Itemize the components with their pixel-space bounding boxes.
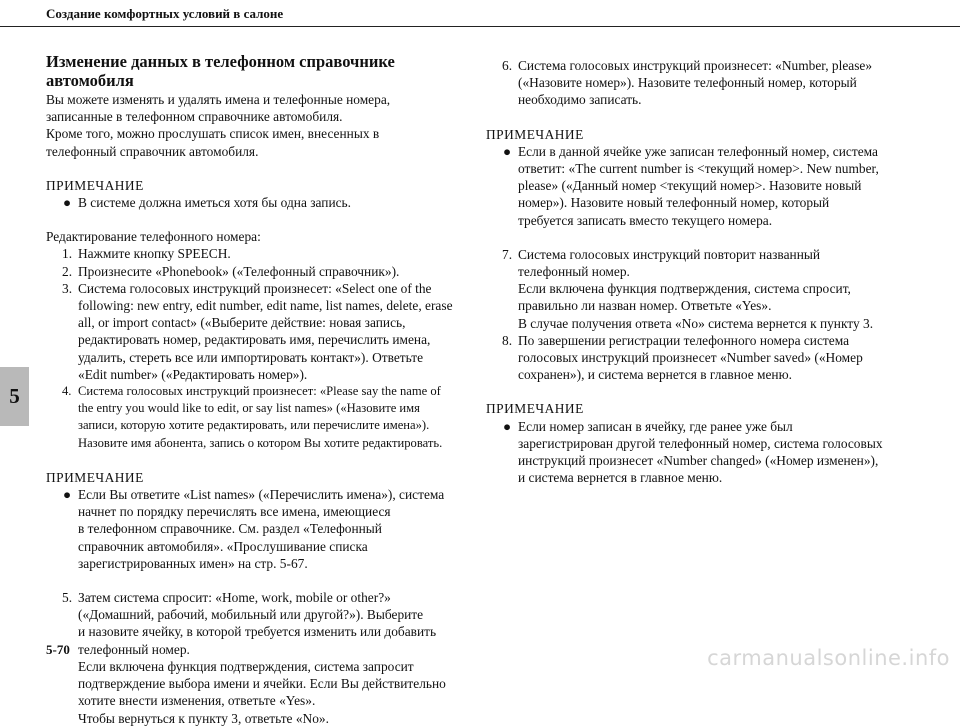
note-text: инструкций произнесет «Number changed» («Номер изменен»), (518, 453, 879, 469)
step-line: Система голосовых инструкций повторит названный (518, 246, 821, 262)
bullet-icon: ● (63, 195, 72, 211)
step-line: голосовых инструкций произнесет «Number saved» («Номер (518, 350, 863, 366)
note-heading: ПРИМЕЧАНИЕ (46, 469, 144, 485)
page-header-title: Создание комфортных условий в салоне (46, 6, 284, 21)
note-text: Если в данной ячейке уже записан телефонный номер, система (518, 143, 878, 159)
step-line: Назовите имя абонента, запись о котором Вы хотите редактировать. (78, 435, 443, 450)
watermark: carmanualsonline.info (707, 646, 950, 670)
note-heading: ПРИМЕЧАНИЕ (486, 401, 584, 417)
step-number: 4. (62, 384, 72, 399)
step-number: 8. (502, 332, 513, 348)
step-line: телефонный номер. (518, 264, 630, 280)
note-bullet (486, 418, 916, 487)
header-rule (0, 26, 960, 27)
step-3 (46, 280, 476, 383)
note-text: требуется записать вместо текущего номера. (518, 212, 773, 228)
step-2 (46, 263, 476, 280)
note-text: ответит: «The current number is <текущий номер>. New number, (518, 161, 879, 177)
chapter-tab: 5 (0, 367, 29, 426)
section-heading: Изменение данных в телефонном справочнике автомобиля (46, 52, 395, 90)
step-line: правильно ли назван номер. Ответьте «Yes». (518, 298, 772, 314)
step-line: Система голосовых инструкций произнесет: «Number, please» (518, 58, 873, 73)
step-6 (486, 57, 916, 109)
step-line: «Edit number» («Редактировать номер»). (78, 366, 308, 382)
step-line: и назовите ячейку, в которой требуется изменить или добавить (78, 624, 437, 640)
step-line: Нажмите кнопку SPEECH. (78, 246, 231, 262)
note-text: В системе должна иметься хотя бы одна запись. (78, 195, 352, 211)
step-line: the entry you would like to edit, or say list names» («Назовите имя (78, 401, 420, 416)
note-text: номер»). Назовите новый телефонный номер, который (518, 195, 830, 211)
page-number: 5-70 (46, 642, 70, 657)
procedure-title: Редактирование телефонного номера: (46, 229, 261, 245)
note-heading: ПРИМЕЧАНИЕ (486, 126, 584, 142)
step-line: Если включена функция подтверждения, система запросит (78, 658, 414, 674)
step-4 (46, 383, 476, 452)
step-number: 5. (62, 590, 73, 606)
intro-line: записанные в телефонном справочнике автомобиля. (46, 109, 343, 125)
step-line: Затем система спросит: «Home, work, mobile or other?» (78, 590, 391, 606)
step-line: Произнесите «Phonebook» («Телефонный справочник»). (78, 263, 400, 279)
intro-line: Кроме того, можно прослушать список имен, внесенных в (46, 126, 380, 142)
step-line: Если включена функция подтверждения, система спросит, (518, 281, 851, 297)
step-number: 2. (62, 263, 73, 279)
note-heading: ПРИМЕЧАНИЕ (46, 177, 144, 193)
note-text: справочник автомобиля». «Прослушивание списка (78, 538, 368, 554)
bullet-icon: ● (63, 487, 72, 503)
step-number: 6. (502, 58, 513, 73)
bullet-icon: ● (503, 143, 512, 159)
step-line: Система голосовых инструкций произнесет: «Select one of the (78, 280, 432, 296)
step-line: («Назовите номер»). Назовите телефонный номер, который (518, 75, 857, 91)
note-bullet (46, 486, 476, 572)
intro-line: телефонный справочник автомобиля. (46, 143, 259, 159)
note-text: Если номер записан в ячейку, где ранее уже был (518, 418, 793, 434)
step-number: 3. (62, 280, 73, 296)
note-text: в телефонном справочнике. См. раздел «Телефонный (78, 521, 382, 537)
step-line: подтверждение выбора имени и ячейки. Если Вы действительно (78, 676, 446, 692)
step-line: удалить, стереть все или импортировать контакт»). Ответьте (78, 349, 424, 365)
note-text: please» («Данный номер <текущий номер>. Назовите новый (518, 178, 862, 194)
note-bullet (486, 143, 916, 229)
note-text: начнет по порядку перечислять все имена, имеющиеся (78, 504, 391, 520)
note-bullet (46, 194, 476, 211)
left-column (46, 52, 476, 727)
step-line: сохранен»), и система вернется в главное меню. (518, 367, 792, 383)
step-line: необходимо записать. (518, 92, 642, 108)
note-text: зарегистрирован другой телефонный номер, система голосовых (518, 435, 883, 451)
right-column (486, 57, 916, 486)
bullet-icon: ● (503, 418, 512, 434)
note-text: Если Вы ответите «List names» («Перечислить имена»), система (78, 487, 445, 503)
step-number: 7. (502, 246, 513, 262)
step-line: В случае получения ответа «No» система вернется к пункту 3. (518, 315, 874, 331)
step-line: хотите внести изменения, ответьте «Yes». (78, 693, 316, 709)
note-text: и система вернется в главное меню. (518, 470, 723, 486)
step-line: following: new entry, edit number, edit name, list names, delete, erase (78, 298, 453, 314)
step-line: По завершении регистрации телефонного номера система (518, 332, 850, 348)
step-line: Система голосовых инструкций произнесет: «Please say the name of (78, 384, 441, 399)
step-line: редактировать номер, редактировать имя, перечислить имена, (78, 332, 431, 348)
step-line: («Домашний, рабочий, мобильный или другой?»). Выберите (78, 607, 424, 623)
step-number: 1. (62, 246, 73, 262)
note-text: зарегистрированных имен» на стр. 5-67. (78, 555, 308, 571)
step-line: all, or import contact» («Выберите действие: новая запись, (78, 315, 406, 331)
step-line: записи, которую хотите редактировать, или перечислите имена»). (78, 418, 430, 433)
step-line: Чтобы вернуться к пункту 3, ответьте «No». (78, 710, 329, 726)
step-1 (46, 245, 476, 262)
step-5 (46, 589, 476, 727)
step-8 (486, 332, 916, 384)
step-line: телефонный номер. (78, 641, 190, 657)
intro-line: Вы можете изменять и удалять имена и телефонные номера, (46, 92, 391, 107)
step-7 (486, 246, 916, 332)
